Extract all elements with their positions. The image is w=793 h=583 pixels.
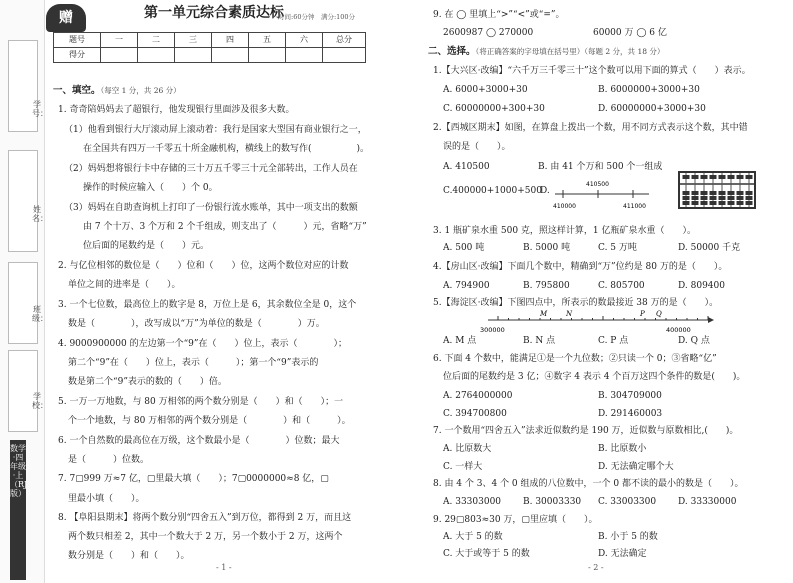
question-line: 操作的时候应输入（ ）个 0。 bbox=[83, 183, 218, 193]
abacus-frame bbox=[679, 172, 755, 208]
question-line: 位后面的尾数约是（ ）元。 bbox=[83, 241, 210, 251]
option[interactable]: A. 410500 bbox=[443, 162, 490, 172]
question-line: 里最小填（ ）。 bbox=[68, 494, 145, 504]
abacus-bead bbox=[692, 196, 699, 200]
tick-label: 410000 bbox=[553, 203, 576, 210]
q5-number-line bbox=[478, 308, 728, 334]
score-header-cell: 六 bbox=[286, 33, 323, 48]
score-cell[interactable] bbox=[138, 48, 175, 63]
abacus-image bbox=[678, 170, 758, 212]
gift-badge: 赠 bbox=[46, 4, 86, 32]
school-label: 学校： bbox=[32, 392, 48, 410]
right-page bbox=[428, 0, 778, 583]
score-cell[interactable] bbox=[323, 48, 366, 63]
class-label: 班级： bbox=[32, 305, 48, 323]
section2-title: 二、选择。 bbox=[428, 46, 476, 57]
question-line: 4.【房山区·改编】下面几个数中，精确到“万”位约是 80 万的是（ ）。 bbox=[433, 262, 728, 272]
score-header-cell: 五 bbox=[249, 33, 286, 48]
q2-number-line bbox=[553, 176, 653, 218]
abacus-bead bbox=[719, 175, 726, 179]
question-line: 8. 由 4 个 3、4 个 0 组成的八位数中，一个 0 都不读的最小的数是（ ）。 bbox=[433, 479, 744, 489]
option[interactable]: C.400000+1000+500 bbox=[443, 186, 542, 196]
abacus-bead bbox=[692, 175, 699, 179]
option[interactable]: D. 无法确定 bbox=[598, 549, 647, 559]
abacus-rods bbox=[683, 173, 753, 207]
option[interactable]: A. 2764000000 bbox=[443, 391, 513, 401]
question-line: 个一个地数，与 80 万相邻的两个数分别是（ ）和（ ）。 bbox=[68, 416, 351, 426]
abacus-bead bbox=[683, 175, 690, 179]
question-line: 在全国共有四万一千零五十所金融机构，横线上的数写作( )。 bbox=[83, 144, 370, 154]
point-label: P bbox=[640, 310, 645, 318]
student-id-box[interactable] bbox=[8, 40, 38, 132]
point-label: Q bbox=[656, 310, 662, 318]
abacus-bead bbox=[683, 196, 690, 200]
option[interactable]: B. 30003330 bbox=[523, 497, 582, 507]
compare-item: 60000 万 ◯ 6 亿 bbox=[593, 28, 667, 38]
question-line: 是（ ）位数。 bbox=[68, 455, 150, 465]
question-line: 单位之间的进率是（ ）。 bbox=[68, 280, 181, 290]
axis-arrow bbox=[708, 317, 714, 323]
question-line: 误的是（ ）。 bbox=[443, 142, 511, 152]
student-id-label: 学号： bbox=[32, 100, 48, 118]
option[interactable]: A. 794900 bbox=[443, 281, 490, 291]
option[interactable]: D. 33330000 bbox=[678, 497, 737, 507]
score-header-cell: 三 bbox=[175, 33, 212, 48]
option[interactable]: B. 比原数小 bbox=[598, 444, 647, 454]
abacus-bead bbox=[746, 175, 753, 179]
name-label: 姓名： bbox=[32, 205, 48, 223]
abacus-bead bbox=[692, 201, 699, 205]
abacus-bead bbox=[683, 191, 690, 195]
question-line: 第二个“9”在（ ）位上，表示（ ）；第一个“9”表示的 bbox=[68, 358, 319, 368]
score-table bbox=[53, 32, 366, 63]
option[interactable]: C. 33003300 bbox=[598, 497, 657, 507]
question-line: 2.【西城区期末】如图，在算盘上拨出一个数，用不同方式表示这个数，其中错 bbox=[433, 123, 748, 133]
score-cell[interactable] bbox=[101, 48, 138, 63]
option[interactable]: C. 60000000+300+30 bbox=[443, 104, 545, 114]
option[interactable]: B. 小于 5 的数 bbox=[598, 532, 658, 542]
abacus-bead bbox=[719, 191, 726, 195]
option[interactable]: C. 5 万吨 bbox=[598, 243, 637, 253]
abacus-bead bbox=[728, 175, 735, 179]
q5-ticks bbox=[498, 316, 708, 320]
score-header-cell: 总分 bbox=[323, 33, 366, 48]
question-line: 5. 一万一万地数，与 80 万相邻的两个数分别是（ ）和（ ）；一 bbox=[58, 397, 344, 407]
abacus-bead bbox=[710, 196, 717, 200]
score-cell[interactable] bbox=[286, 48, 323, 63]
score-header-cell: 二 bbox=[138, 33, 175, 48]
compare-item: 2600987 ◯ 270000 bbox=[443, 28, 534, 38]
option[interactable]: C. 一样大 bbox=[443, 462, 483, 472]
option[interactable]: A. M 点 bbox=[443, 336, 477, 346]
question-line: 两个数只相差 2，其中一个数大于 2 万，另一个数小于 2 万，这两个 bbox=[68, 532, 343, 542]
option[interactable]: A. 33303000 bbox=[443, 497, 502, 507]
question-line: 由 7 个十万、3 个万和 2 个千组成，则支出了（ ）元，省略“万” bbox=[83, 222, 367, 232]
abacus-bead bbox=[746, 201, 753, 205]
tick-label: 411000 bbox=[623, 203, 646, 210]
abacus-bead bbox=[719, 201, 726, 205]
abacus-bead bbox=[728, 191, 735, 195]
score-cell[interactable] bbox=[175, 48, 212, 63]
section1-note: （每空 1 分，共 26 分） bbox=[100, 86, 181, 95]
option[interactable]: B. 6000000+3000+30 bbox=[598, 85, 700, 95]
question-line: 3. 1 瓶矿泉水重 500 克，照这样计算，1 亿瓶矿泉水重（ ）。 bbox=[433, 226, 697, 236]
abacus-bead bbox=[719, 196, 726, 200]
tick-label: 300000 bbox=[480, 326, 505, 334]
point-label: N bbox=[566, 310, 573, 318]
abacus-bead bbox=[737, 191, 744, 195]
page-title: 第一单元综合素质达标 bbox=[144, 5, 284, 21]
section1-title: 一、填空。 bbox=[53, 85, 101, 96]
abacus-bead bbox=[701, 191, 708, 195]
option[interactable]: D. 50000 千克 bbox=[678, 243, 741, 253]
option[interactable]: D. Q 点 bbox=[678, 336, 710, 346]
score-cell[interactable] bbox=[249, 48, 286, 63]
section1-heading bbox=[53, 84, 373, 98]
option[interactable]: D. 无法确定哪个大 bbox=[598, 462, 674, 472]
question-line: （3）妈妈在自助查询机上打印了一份银行流水账单，其中一项支出的数额 bbox=[64, 203, 358, 213]
score-header-cell: 一 bbox=[101, 33, 138, 48]
option[interactable]: C. 394700800 bbox=[443, 409, 507, 419]
question-line: 位后面的尾数约是 3 亿；④数字 4 表示 4 个百万这四个条件的数是( )。 bbox=[443, 372, 746, 382]
option[interactable]: B. 795800 bbox=[523, 281, 570, 291]
question-line: （1）他看到银行大厅滚动屏上滚动着：我行是国家大型国有商业银行之一， bbox=[64, 125, 367, 135]
abacus-bead bbox=[710, 191, 717, 195]
exam-meta: 时间:60分钟 满分:100分 bbox=[278, 13, 356, 21]
score-header-cell: 四 bbox=[212, 33, 249, 48]
question-line: 7. 7▢999 万≈7 亿，▢里最大填（ ）；7▢0000000≈8 亿，▢ bbox=[58, 474, 329, 484]
score-header-cell: 题号 bbox=[54, 33, 101, 48]
option[interactable]: B. 由 41 个万和 500 个一组成 bbox=[538, 162, 663, 172]
binding-strip bbox=[0, 0, 48, 583]
question-line: 2. 与亿位相邻的数位是（ ）位和（ ）位，这两个数位对应的计数 bbox=[58, 261, 349, 271]
score-cell[interactable] bbox=[212, 48, 249, 63]
abacus-bead bbox=[737, 201, 744, 205]
abacus-bead bbox=[746, 191, 753, 195]
abacus-bead bbox=[710, 175, 717, 179]
abacus-bead bbox=[710, 201, 717, 205]
question-line: 1. 奇奇陪妈妈去了超银行，他发现银行里面涉及很多大数。 bbox=[58, 105, 295, 115]
abacus-bead bbox=[701, 175, 708, 179]
question-line: 9. 29▢803≈30 万，▢里应填（ ）。 bbox=[433, 515, 598, 525]
option[interactable]: A. 比原数大 bbox=[443, 444, 492, 454]
question-line: 6. 一个自然数的最高位在万级，这个数最小是（ ）位数；最大 bbox=[58, 436, 340, 446]
option[interactable]: D. 60000000+3000+30 bbox=[598, 104, 706, 114]
name-box[interactable] bbox=[8, 150, 38, 252]
question-line: 3. 一个七位数，最高位上的数字是 8，万位上是 6，其余数位全是 0，这个 bbox=[58, 300, 357, 310]
q9-compare-title: 9. 在 ◯ 里填上“>”“<”或“=”。 bbox=[433, 10, 565, 20]
option[interactable]: B. N 点 bbox=[523, 336, 556, 346]
score-row-label: 得分 bbox=[54, 48, 101, 63]
abacus-bead bbox=[737, 196, 744, 200]
abacus-bead bbox=[701, 201, 708, 205]
page-number: - 1 - bbox=[216, 563, 232, 572]
question-line: 5.【海淀区·改编】下图四点中，所表示的数最接近 38 万的是（ ）。 bbox=[433, 298, 719, 308]
abacus-bead bbox=[728, 201, 735, 205]
question-line: 数是（ ），改写成以“万”为单位的数是（ ）万。 bbox=[68, 319, 325, 329]
abacus-bead bbox=[737, 175, 744, 179]
option[interactable]: A. 大于 5 的数 bbox=[443, 532, 503, 542]
abacus-bead bbox=[746, 196, 753, 200]
tick-label: 400000 bbox=[666, 326, 691, 334]
question-line: 8. 【阜阳县期末】将两个数分别“四舍五入”到万位，都得到 2 万，而且这 bbox=[58, 513, 352, 523]
question-line: 4. 9000900000 的左边第一个“9”在（ ）位上，表示（ ）； bbox=[58, 339, 347, 349]
school-box[interactable] bbox=[8, 350, 38, 432]
question-line: 7. 一个数用“四舍五入”法求近似数约是 190 万，近似数与原数相比,( )。 bbox=[433, 426, 739, 436]
option[interactable]: D. 291460003 bbox=[598, 409, 663, 419]
option[interactable]: B. 304709000 bbox=[598, 391, 662, 401]
question-line: 6. 下面 4 个数中，能满足①是一个九位数；②只读一个 0；③省略“亿” bbox=[433, 354, 717, 364]
tick-label: 410500 bbox=[586, 181, 609, 188]
option[interactable]: D. 809400 bbox=[678, 281, 725, 291]
section2-heading bbox=[428, 45, 664, 59]
option[interactable]: B. 5000 吨 bbox=[523, 243, 571, 253]
abacus-bead bbox=[692, 191, 699, 195]
option[interactable]: A. 500 吨 bbox=[443, 243, 485, 253]
point-label: M bbox=[540, 310, 548, 318]
abacus-bead bbox=[701, 196, 708, 200]
class-box[interactable] bbox=[8, 262, 38, 344]
question-line: 1.【大兴区·改编】“六千万三千零三十”这个数可以用下面的算式（ ）表示。 bbox=[433, 66, 751, 76]
option[interactable]: C. P 点 bbox=[598, 336, 629, 346]
abacus-bead bbox=[728, 196, 735, 200]
option[interactable]: A. 6000+3000+30 bbox=[443, 85, 528, 95]
book-label: 数学·四年级·上（RJ版） bbox=[10, 440, 26, 580]
question-line: 数分别是（ ）和（ ）。 bbox=[68, 551, 190, 561]
option[interactable]: C. 大于或等于 5 的数 bbox=[443, 549, 530, 559]
page-number: - 2 - bbox=[588, 563, 604, 572]
question-line: （2）妈妈想将银行卡中存储的三十万五千零三十元全部转出，工作人员在 bbox=[64, 164, 358, 174]
abacus-bead bbox=[683, 201, 690, 205]
option[interactable]: D. bbox=[540, 186, 550, 196]
option[interactable]: C. 805700 bbox=[598, 281, 645, 291]
section2-note: （将正确答案的字母填在括号里）（每题 2 分，共 18 分） bbox=[475, 47, 665, 56]
question-line: 数是第二个“9”表示的数的（ ）倍。 bbox=[68, 377, 227, 387]
left-page bbox=[48, 0, 373, 583]
